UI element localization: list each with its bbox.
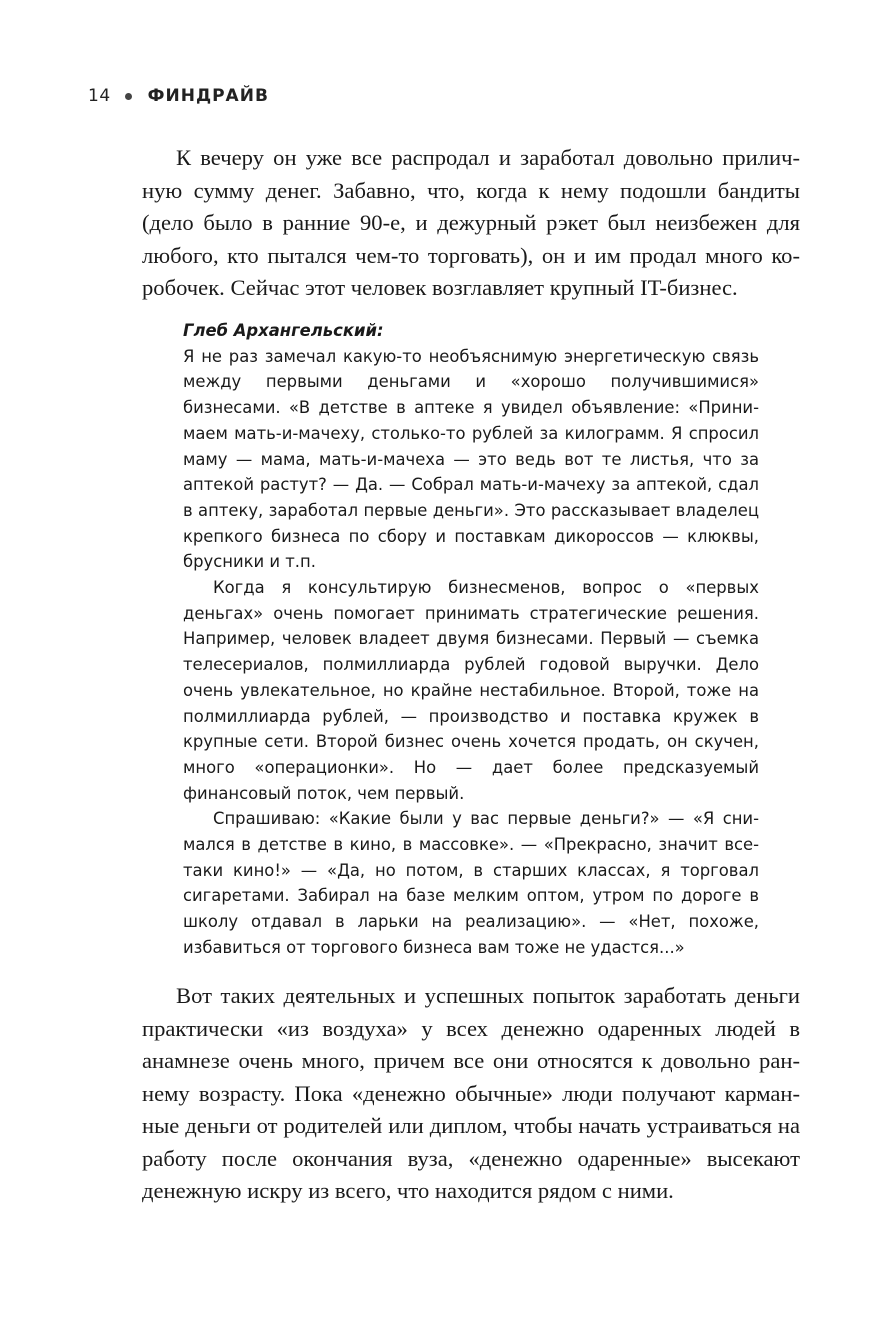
- quote-paragraph-1: Я не раз замечал какую-то необъяснимую энергетическую связь между первыми деньгами и «хорошо получившимися» бизнесами. «В детстве в аптеке я увидел объявление: «Принимаем мать-и-мачеху, столько-то рублей за килограмм. Я спросил маму — мама, мать-и-мачеха — это ведь вот те листья, что за аптекой растут? — Да. — Собрал мать-и-мачеху за аптекой, сдал в аптеку, заработал первые деньги». Это рассказывает владелец крепкого бизнеса по сбору и поставкам дикороссов — клюквы, брусники и т.п.: [183, 346, 759, 572]
- quote-paragraph-2: Когда я консультирую бизнесменов, вопрос о «первых деньгах» очень помогает принимать стратегические решения. Например, человек владеет двумя бизнесами. Первый — съемка телесериалов, полмиллиарда рублей годовой выручки. Дело очень увлекательное, но крайне нестабильное. Второй, тоже на полмиллиарда рублей, — производство и поставка кружек в крупные сети. Второй бизнес очень хочется продать, он скучен, много «операционки». Но — дает более предсказуемый финансовый поток, чем первый.: [183, 578, 759, 803]
- quote-block: [183, 318, 759, 961]
- quote-author: Глеб Архангельский:: [183, 321, 384, 340]
- quote-paragraph-3: Спрашиваю: «Какие были у вас первые деньги?» — «Я снимался в детстве в кино, в массовке». — «Прекрасно, значит все-таки кино!» — «Да, но потом, в старших классах, я торговал сигаретами. Забирал на базе мелким оптом, утром по дороге в школу отдавал в ларьки на реализацию». — «Нет, похоже, избавиться от торгового бизнеса вам тоже не удастся...»: [183, 809, 759, 957]
- book-title: ФИНДРАЙВ: [147, 86, 269, 106]
- running-header: [88, 84, 269, 108]
- page-number: 14: [88, 86, 111, 106]
- bullet-separator: [125, 93, 132, 100]
- paragraph-final: Вот таких деятельных и успешных попыток заработать деньги практически «из воздуха» у всех денежно одаренных людей в анамнезе очень много, причем все они относятся к довольно раннему возрасту. Пока «денежно обычные» люди получают карманные деньги от родителей или диплом, чтобы начать устраиваться на работу после окончания вуза, «денежно одаренные» высекают денежную искру из всего, что находится рядом с ними.: [142, 983, 800, 1203]
- paragraph-intro: К вечеру он уже все распродал и заработал довольно приличную сумму денег. Забавно, что, когда к нему подошли бандиты (дело было в ранние 90-е, и дежурный рэкет был неизбежен для любого, кто пытался чем-то торговать), он и им продал много коробочек. Сейчас этот человек возглавляет крупный IT-бизнес.: [142, 145, 800, 300]
